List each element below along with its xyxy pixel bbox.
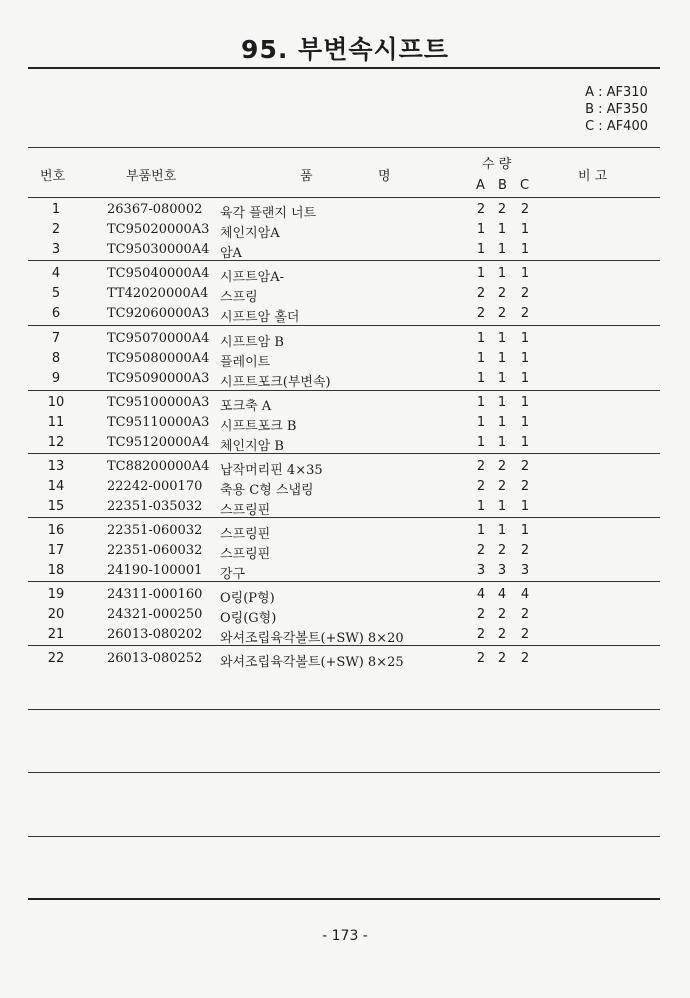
qty-a: 1 [476, 415, 486, 430]
item-number: 4 [51, 266, 61, 281]
table-row [0, 351, 690, 371]
model-b: B : AF350 [585, 102, 648, 117]
group-rule [28, 390, 660, 391]
qty-c: 1 [520, 331, 530, 346]
group-rule [28, 517, 660, 518]
part-name: 시프트암A- [220, 270, 285, 285]
part-number: 26013-080202 [107, 627, 203, 642]
item-number: 18 [47, 563, 65, 578]
qty-a: 1 [476, 523, 486, 538]
qty-a: 1 [476, 395, 486, 410]
qty-c: 2 [520, 202, 530, 217]
qty-b: 2 [497, 306, 507, 321]
part-name: 암A [220, 246, 242, 261]
table-row [0, 543, 690, 563]
item-number: 8 [51, 351, 61, 366]
header-bottom-rule [28, 197, 660, 198]
qty-b: 2 [497, 627, 507, 642]
item-number: 19 [47, 587, 65, 602]
model-legend [585, 84, 648, 135]
part-number: TC95040000A4 [107, 266, 210, 281]
part-number: 24321-000250 [107, 607, 203, 622]
qty-a: 4 [476, 587, 486, 602]
table-row [0, 415, 690, 435]
qty-c: 2 [520, 459, 530, 474]
qty-b: 2 [497, 286, 507, 301]
table-row [0, 395, 690, 415]
part-name: 축용 C형 스냅링 [220, 483, 314, 498]
item-number: 10 [47, 395, 65, 410]
table-bottom-rule [28, 898, 660, 900]
part-name: O링(G형) [220, 611, 277, 626]
part-name: 스프링핀 [220, 527, 271, 542]
table-row [0, 523, 690, 543]
part-name: 강구 [220, 567, 246, 582]
item-number: 11 [47, 415, 65, 430]
item-number: 17 [47, 543, 65, 558]
part-name: 시프트암 홀더 [220, 310, 300, 325]
qty-b: 1 [497, 242, 507, 257]
table-row [0, 459, 690, 479]
qty-a: 2 [476, 306, 486, 321]
qty-b: 1 [497, 435, 507, 450]
item-number: 5 [51, 286, 61, 301]
part-number: 26367-080002 [107, 202, 203, 217]
table-row [0, 202, 690, 222]
part-name: 스프링핀 [220, 547, 271, 562]
qty-c: 2 [520, 607, 530, 622]
part-name: 체인지암 B [220, 439, 284, 454]
qty-c: 1 [520, 351, 530, 366]
part-name: 시프트포크 B [220, 419, 297, 434]
part-name: 와셔조립육각볼트(+SW) 8×20 [220, 631, 404, 646]
qty-a: 2 [476, 607, 486, 622]
qty-c: 1 [520, 222, 530, 237]
part-number: 22351-060032 [107, 523, 203, 538]
header-qty-c: C [520, 178, 530, 193]
qty-b: 1 [497, 266, 507, 281]
qty-a: 2 [476, 286, 486, 301]
qty-a: 1 [476, 351, 486, 366]
item-number: 16 [47, 523, 65, 538]
qty-c: 2 [520, 627, 530, 642]
group-rule [28, 453, 660, 454]
table-row [0, 222, 690, 242]
qty-a: 1 [476, 331, 486, 346]
item-number: 14 [47, 479, 65, 494]
qty-a: 1 [476, 371, 486, 386]
table-row [0, 242, 690, 262]
item-number: 15 [47, 499, 65, 514]
group-rule [28, 645, 660, 646]
table-row [0, 371, 690, 391]
part-number: TC95080000A4 [107, 351, 210, 366]
qty-b: 1 [497, 415, 507, 430]
part-name: 시프트포크(부변속) [220, 375, 331, 390]
qty-a: 2 [476, 459, 486, 474]
part-name: 포크축 A [220, 399, 272, 414]
item-number: 6 [51, 306, 61, 321]
qty-b: 1 [497, 351, 507, 366]
qty-b: 1 [497, 331, 507, 346]
header-remark: 비 고 [578, 169, 608, 184]
part-number: 22351-060032 [107, 543, 203, 558]
table-row [0, 587, 690, 607]
item-number: 7 [51, 331, 61, 346]
qty-a: 1 [476, 435, 486, 450]
table-row [0, 563, 690, 583]
qty-a: 1 [476, 242, 486, 257]
qty-b: 1 [497, 523, 507, 538]
header-name-left: 품 [300, 169, 313, 184]
header-name-right: 명 [378, 169, 391, 184]
part-name: 플레이트 [220, 355, 271, 370]
group-rule [28, 581, 660, 582]
table-row [0, 627, 690, 647]
qty-c: 2 [520, 543, 530, 558]
table-row [0, 479, 690, 499]
part-number: TC95100000A3 [107, 395, 210, 410]
item-number: 2 [51, 222, 61, 237]
part-number: 24311-000160 [107, 587, 203, 602]
qty-c: 1 [520, 242, 530, 257]
item-number: 12 [47, 435, 65, 450]
qty-c: 2 [520, 306, 530, 321]
qty-b: 2 [497, 479, 507, 494]
qty-a: 2 [476, 202, 486, 217]
qty-a: 3 [476, 563, 486, 578]
part-name: 육각 플랜지 너트 [220, 206, 317, 221]
qty-b: 1 [497, 395, 507, 410]
qty-a: 2 [476, 543, 486, 558]
qty-c: 2 [520, 479, 530, 494]
table-row [0, 607, 690, 627]
part-number: 24190-100001 [107, 563, 203, 578]
part-number: TC95020000A3 [107, 222, 210, 237]
qty-b: 2 [497, 543, 507, 558]
part-name: 와셔조립육각볼트(+SW) 8×25 [220, 655, 404, 670]
part-number: TC95030000A4 [107, 242, 210, 257]
page-number: - 173 - [322, 928, 368, 944]
qty-c: 1 [520, 415, 530, 430]
part-number: TC92060000A3 [107, 306, 210, 321]
qty-b: 2 [497, 202, 507, 217]
part-number: 22242-000170 [107, 479, 203, 494]
table-top-rule [28, 147, 660, 148]
title-rule [28, 67, 660, 69]
qty-b: 1 [497, 222, 507, 237]
qty-b: 4 [497, 587, 507, 602]
qty-c: 3 [520, 563, 530, 578]
qty-b: 2 [497, 459, 507, 474]
qty-a: 2 [476, 479, 486, 494]
item-number: 22 [47, 651, 65, 666]
header-qty-b: B [498, 178, 507, 193]
qty-c: 2 [520, 651, 530, 666]
table-row [0, 266, 690, 286]
header-qty-a: A [476, 178, 485, 193]
qty-a: 1 [476, 266, 486, 281]
table-row [0, 306, 690, 326]
part-number: TC95110000A3 [107, 415, 210, 430]
part-name: 체인지암A [220, 226, 280, 241]
part-number: TC88200000A4 [107, 459, 210, 474]
item-number: 13 [47, 459, 65, 474]
item-number: 21 [47, 627, 65, 642]
qty-c: 1 [520, 371, 530, 386]
qty-b: 1 [497, 371, 507, 386]
part-name: O링(P형) [220, 591, 275, 606]
item-number: 20 [47, 607, 65, 622]
header-part-no: 부품번호 [126, 169, 177, 184]
table-row [0, 499, 690, 519]
page-title: 95. 부변속시프트 [241, 35, 449, 64]
part-name: 스프링 [220, 290, 258, 305]
qty-b: 3 [497, 563, 507, 578]
qty-b: 2 [497, 651, 507, 666]
empty-row-rule [28, 709, 660, 710]
item-number: 3 [51, 242, 61, 257]
qty-b: 2 [497, 607, 507, 622]
item-number: 1 [51, 202, 61, 217]
part-number: TC95090000A3 [107, 371, 210, 386]
model-c: C : AF400 [585, 119, 648, 134]
header-no: 번호 [40, 169, 66, 184]
qty-c: 1 [520, 266, 530, 281]
qty-b: 1 [497, 499, 507, 514]
model-a: A : AF310 [585, 85, 648, 100]
table-row [0, 286, 690, 306]
part-number: TT42020000A4 [107, 286, 209, 301]
part-name: 납작머리핀 4×35 [220, 463, 323, 478]
item-number: 9 [51, 371, 61, 386]
table-row [0, 435, 690, 455]
part-number: TC95070000A4 [107, 331, 210, 346]
qty-a: 1 [476, 499, 486, 514]
qty-c: 1 [520, 499, 530, 514]
part-number: 22351-035032 [107, 499, 203, 514]
table-row [0, 331, 690, 351]
qty-c: 1 [520, 395, 530, 410]
qty-a: 2 [476, 627, 486, 642]
qty-c: 4 [520, 587, 530, 602]
part-number: 26013-080252 [107, 651, 203, 666]
part-name: 시프트암 B [220, 335, 284, 350]
qty-a: 2 [476, 651, 486, 666]
qty-a: 1 [476, 222, 486, 237]
qty-c: 2 [520, 286, 530, 301]
qty-c: 1 [520, 435, 530, 450]
group-rule [28, 325, 660, 326]
header-qty: 수 량 [482, 157, 512, 172]
part-name: 스프링핀 [220, 503, 271, 518]
empty-row-rule [28, 772, 660, 773]
table-row [0, 651, 690, 671]
group-rule [28, 260, 660, 261]
part-number: TC95120000A4 [107, 435, 210, 450]
empty-row-rule [28, 836, 660, 837]
qty-c: 1 [520, 523, 530, 538]
